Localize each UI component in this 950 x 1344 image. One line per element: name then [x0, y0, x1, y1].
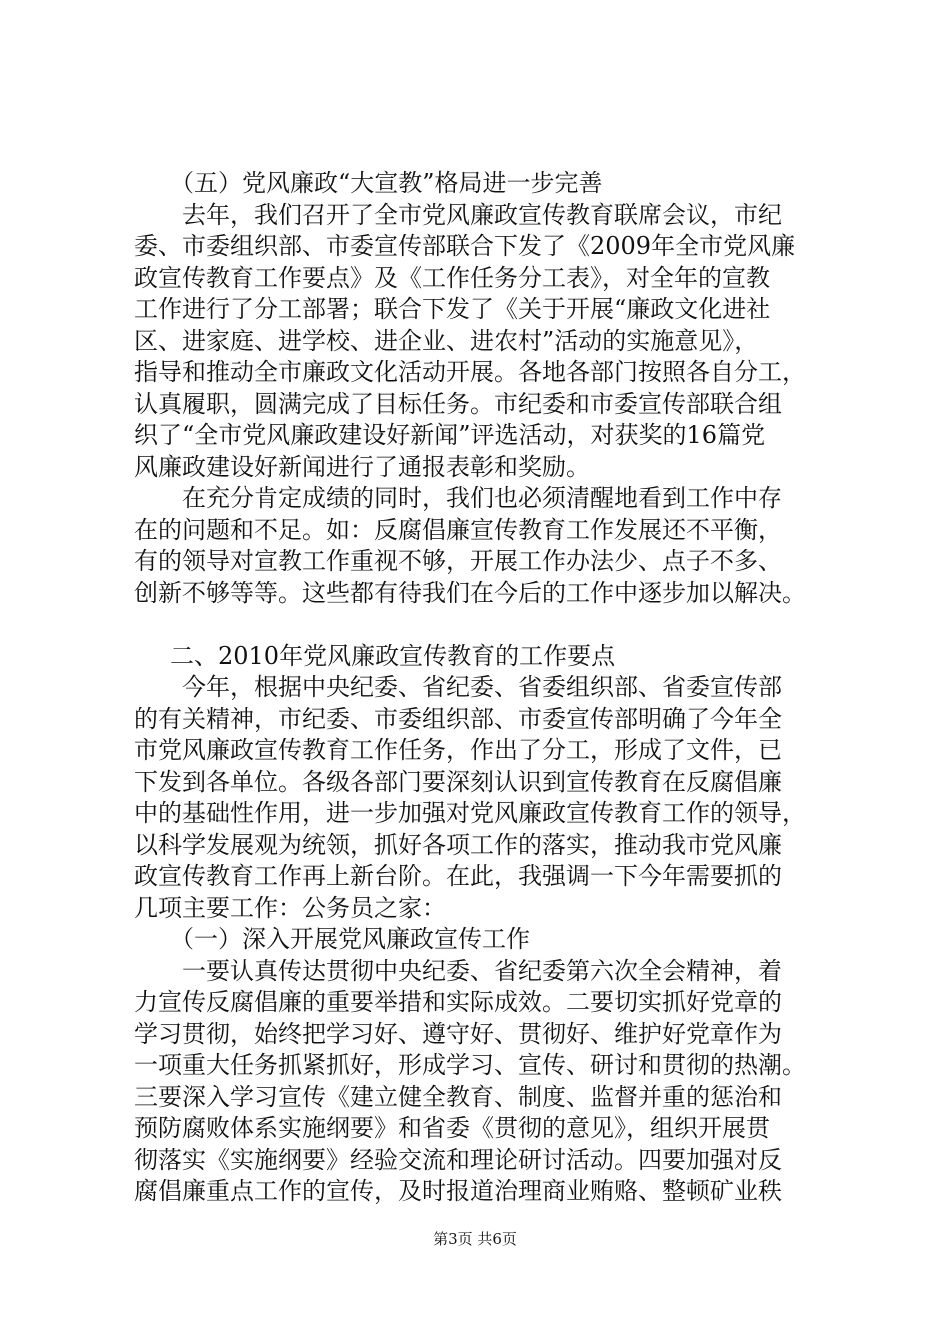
paragraph-line: 下发到各单位。各级各部门要深刻认识到宣传教育在反腐倡廉: [134, 767, 782, 796]
blank-line: [134, 609, 824, 641]
section-heading: （五）党风廉政“大宣教”格局进一步完善: [170, 169, 603, 197]
paragraph-line: 在的问题和不足。如：反腐倡廉宣传教育工作发展还不平衡，: [134, 515, 782, 544]
paragraph-line: 市党风廉政宣传教育工作任务，作出了分工，形成了文件，已: [134, 736, 782, 764]
paragraph-line: 几项主要工作：公务员之家：: [134, 893, 446, 922]
paragraph-line: 力宣传反腐倡廉的重要举措和实际成效。二要切实抓好党章的: [134, 988, 782, 1016]
paragraph-line: 今年，根据中央纪委、省纪委、省委组织部、省委宣传部: [182, 673, 782, 701]
paragraph-line: 创新不够等等。这些都有待我们在今后的工作中逐步加以解决。: [134, 578, 806, 607]
section-heading: 二、2010年党风廉政宣传教育的工作要点: [170, 641, 616, 670]
paragraph-line: 织了“全市党风廉政建设好新闻”评选活动，对获奖的16篇党: [134, 421, 766, 449]
paragraph-line: 认真履职，圆满完成了目标任务。市纪委和市委宣传部联合组: [134, 389, 782, 418]
paragraph-line: 有的领导对宣教工作重视不够，开展工作办法少、点子不多、: [134, 547, 782, 575]
paragraph-line: 政宣传教育工作再上新台阶。在此，我强调一下今年需要抓的: [134, 862, 782, 890]
paragraph-line: 去年，我们召开了全市党风廉政宣传教育联席会议，市纪: [182, 200, 782, 229]
paragraph-line: 在充分肯定成绩的同时，我们也必须清醒地看到工作中存: [182, 484, 782, 512]
paragraph-line: 委、市委组织部、市委宣传部联合下发了《2009年全市党风廉: [134, 232, 796, 260]
paragraph-line: 风廉政建设好新闻进行了通报表彰和奖励。: [134, 452, 590, 481]
page-number-footer: 第3页 共6页: [433, 1230, 517, 1248]
paragraph-line: 以科学发展观为统领，抓好各项工作的落实，推动我市党风廉: [134, 830, 782, 859]
paragraph-line: 一项重大任务抓紧抓好，形成学习、宣传、研讨和贯彻的热潮。: [134, 1051, 806, 1079]
paragraph-line: 工作进行了分工部署；联合下发了《关于开展“廉政文化进社: [134, 295, 771, 323]
paragraph-line: 中的基础性作用，进一步加强对党风廉政宣传教育工作的领导，: [134, 799, 806, 827]
paragraph-line: 预防腐败体系实施纲要》和省委《贯彻的意见》，组织开展贯: [134, 1114, 770, 1142]
paragraph-line: 学习贯彻，始终把学习好、遵守好、贯彻好、维护好党章作为: [134, 1019, 782, 1048]
paragraph-line: 指导和推动全市廉政文化活动开展。各地各部门按照各自分工，: [134, 358, 806, 386]
paragraph-line: 区、进家庭、进学校、进企业、进农村”活动的实施意见》，: [134, 326, 759, 355]
paragraph-line: 一要认真传达贯彻中央纪委、省纪委第六次全会精神，着: [182, 956, 782, 985]
paragraph-line: 腐倡廉重点工作的宣传，及时报道治理商业贿赂、整顿矿业秩: [134, 1177, 782, 1205]
paragraph-line: 政宣传教育工作要点》及《工作任务分工表》，对全年的宣教: [134, 263, 770, 292]
paragraph-line: 三要深入学习宣传《建立健全教育、制度、监督并重的惩治和: [134, 1082, 782, 1111]
subsection-heading: （一）深入开展党风廉政宣传工作: [170, 925, 530, 953]
paragraph-line: 彻落实《实施纲要》经验交流和理论研讨活动。四要加强对反: [134, 1145, 782, 1174]
document-body: [134, 168, 824, 1208]
paragraph-line: 的有关精神，市纪委、市委组织部、市委宣传部明确了今年全: [134, 704, 782, 733]
